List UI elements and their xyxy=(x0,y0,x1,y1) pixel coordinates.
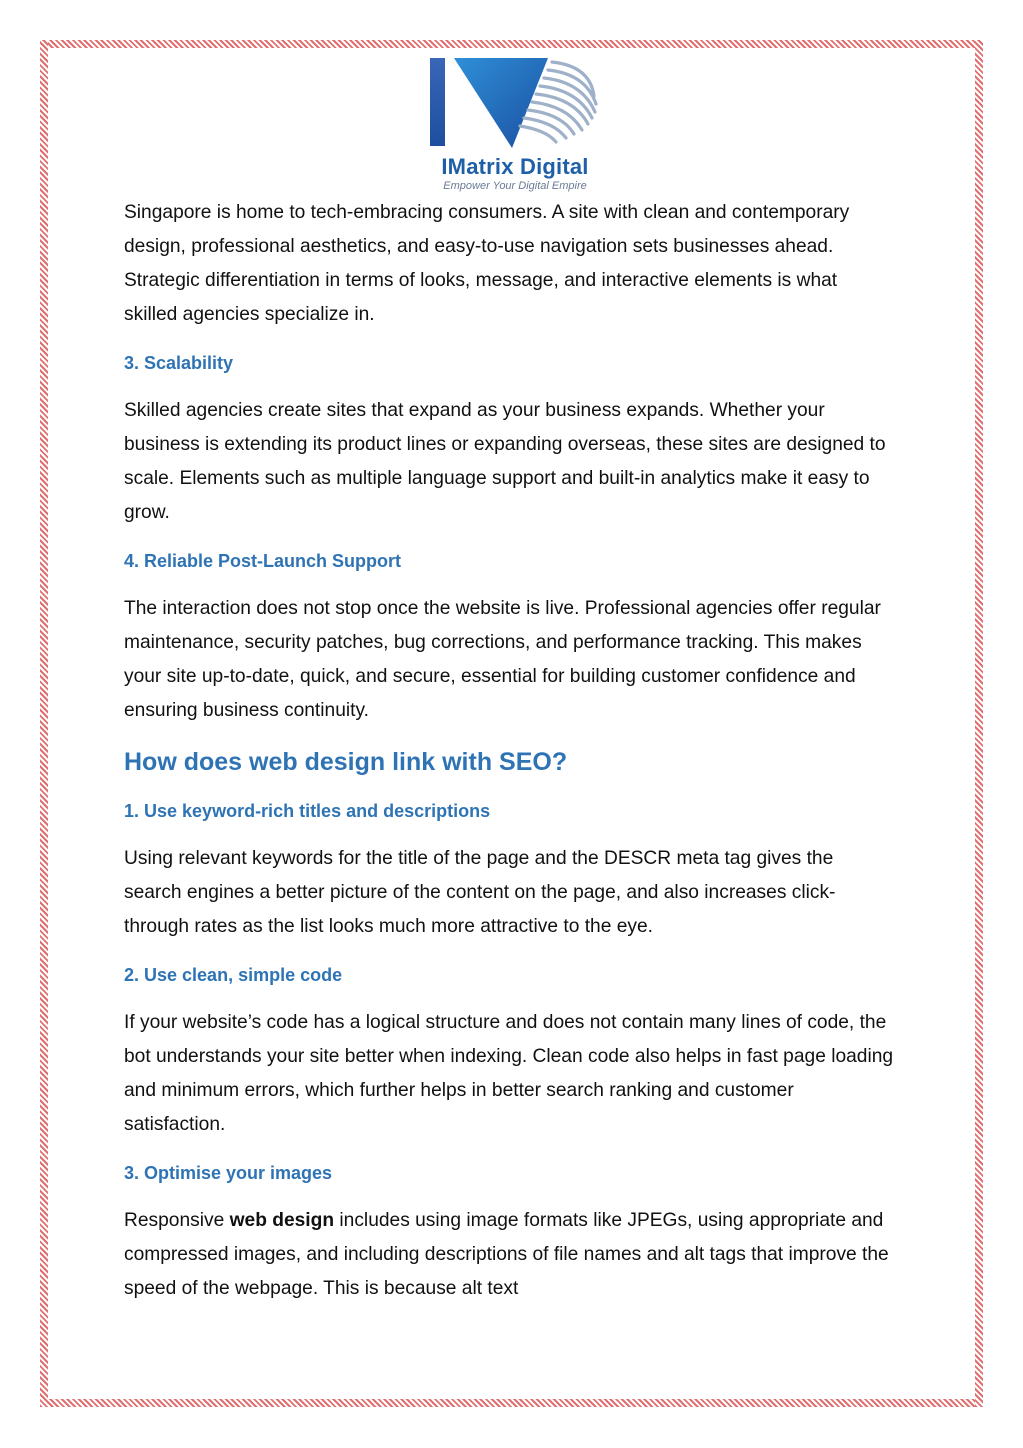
seo-section-heading: How does web design link with SEO? xyxy=(124,748,568,776)
scalability-heading: 3. Scalability xyxy=(124,353,234,373)
intro-paragraph: Singapore is home to tech-embracing consumers. A site with clean and contemporary design, professional aesthetics, and easy-to-use navigation sets businesses ahead. Strategic differentiation in terms of looks, message, and interactive elements is what skilled agencies specialize in. xyxy=(124,202,850,325)
logo-tagline: Empower Your Digital Empire xyxy=(443,180,587,192)
optimise-images-paragraph xyxy=(124,1204,894,1306)
optimise-images-heading: 3. Optimise your images xyxy=(124,1163,333,1183)
support-heading: 4. Reliable Post-Launch Support xyxy=(124,551,402,571)
support-paragraph: The interaction does not stop once the website is live. Professional agencies offer regular maintenance, security patches, bug corrections, and performance tracking. This makes your site up-to-date, quick, and secure, essential for building customer confidence and ensuring business continuity. xyxy=(124,598,881,721)
page-border-left xyxy=(40,40,48,1407)
images-text-before: Responsive xyxy=(124,1210,230,1231)
images-text-after: includes using image formats like JPEGs, using appropriate and compressed images, and including descriptions of file names and alt tags that improve the speed of the webpage. This is because alt text xyxy=(124,1210,889,1299)
imatrix-logo-mark-icon xyxy=(420,56,610,156)
document-body xyxy=(124,196,894,1320)
page-border-right xyxy=(975,40,983,1407)
page-border-bottom xyxy=(40,1399,983,1407)
page-border-top xyxy=(40,40,983,48)
web-design-link-text: web design xyxy=(229,1210,335,1231)
imatrix-logo xyxy=(420,56,610,196)
keywords-paragraph: Using relevant keywords for the title of the page and the DESCR meta tag gives the search engines a better picture of the content on the page, and also increases click-through rates as the list looks much more attractive to the eye. xyxy=(124,848,836,937)
clean-code-paragraph: If your website’s code has a logical structure and does not contain many lines of code, the bot understands your site better when indexing. Clean code also helps in fast page loading and minimum errors, which further helps in better search ranking and customer satisfaction. xyxy=(124,1012,894,1135)
scalability-paragraph: Skilled agencies create sites that expand as your business expands. Whether your business is extending its product lines or expanding overseas, these sites are designed to scale. Elements such as multiple language support and built-in analytics make it easy to grow. xyxy=(124,400,886,523)
logo-company-name: IMatrix Digital xyxy=(441,154,589,179)
clean-code-heading: 2. Use clean, simple code xyxy=(124,965,343,985)
keywords-heading: 1. Use keyword-rich titles and descriptions xyxy=(124,801,491,821)
